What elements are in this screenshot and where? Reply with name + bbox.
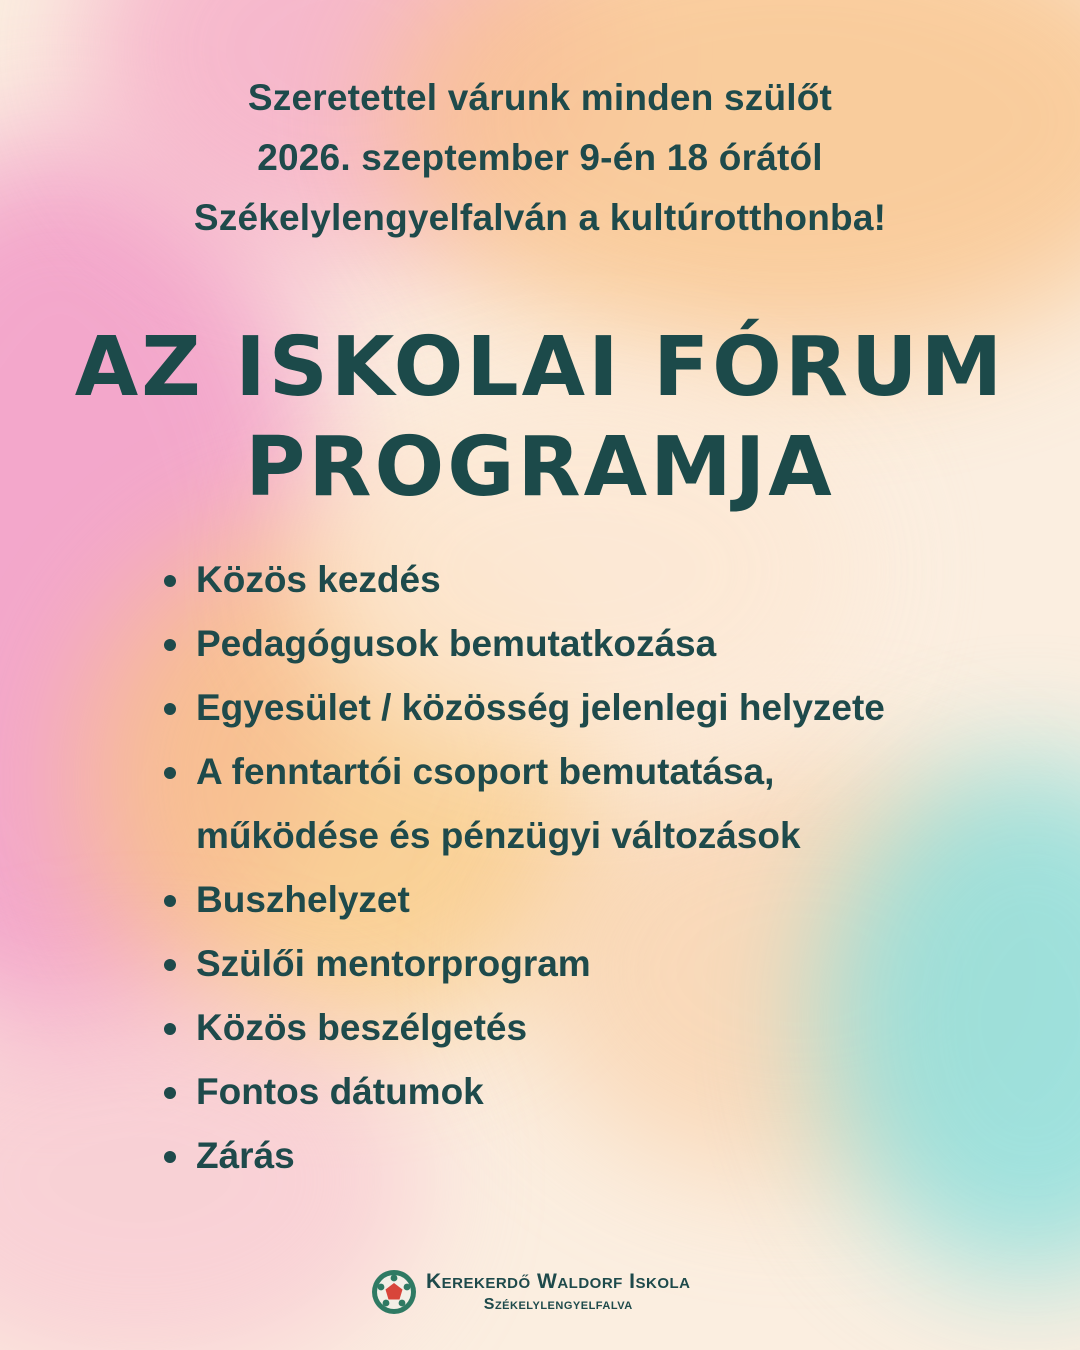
invitation-line-2: 2026. szeptember 9-én 18 órától xyxy=(257,137,823,178)
agenda-item: Zárás xyxy=(160,1124,885,1188)
school-logo-icon xyxy=(370,1268,418,1316)
agenda-item: Fontos dátumok xyxy=(160,1060,885,1124)
school-place: Székelylengyelfalva xyxy=(483,1296,633,1313)
title-line-1: AZ ISKOLAI FÓRUM xyxy=(74,320,1006,415)
school-footer xyxy=(370,1268,691,1316)
agenda-item xyxy=(160,740,885,868)
agenda-item: Közös kezdés xyxy=(160,548,885,612)
title-line-2: PROGRAMJA xyxy=(245,420,835,515)
agenda-item: Egyesület / közösség jelenlegi helyzete xyxy=(160,676,885,740)
school-name: Kerekerdő Waldorf Iskola xyxy=(426,1270,691,1293)
agenda-item: Pedagógusok bemutatkozása xyxy=(160,612,885,676)
agenda-item: Buszhelyzet xyxy=(160,868,885,932)
agenda-item-line-2: működése és pénzügyi változások xyxy=(196,815,801,856)
agenda-item: Szülői mentorprogram xyxy=(160,932,885,996)
agenda-item: Közös beszélgetés xyxy=(160,996,885,1060)
invitation-text xyxy=(0,68,1080,248)
invitation-line-3: Székelylengyelfalván a kultúrotthonba! xyxy=(193,197,887,238)
agenda-list xyxy=(160,548,885,1188)
poster-title xyxy=(0,318,1080,518)
agenda-item-line-1: A fenntartói csoport bemutatása, xyxy=(196,751,775,792)
invitation-line-1: Szeretettel várunk minden szülőt xyxy=(247,77,833,118)
